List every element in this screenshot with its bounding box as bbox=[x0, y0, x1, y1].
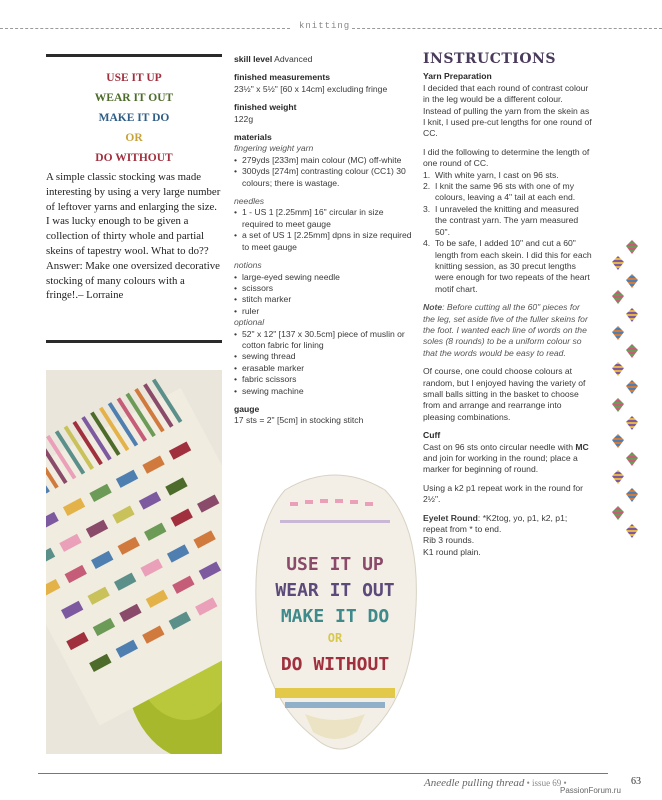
list-item: • 1 - US 1 [2.25mm] 16" circular in size required to meet gauge bbox=[234, 207, 414, 230]
eyelet-paragraph bbox=[423, 513, 593, 536]
notions-label: notions bbox=[234, 260, 262, 271]
paragraph bbox=[423, 442, 593, 476]
section-label: knitting bbox=[299, 21, 351, 31]
list-item: • erasable marker bbox=[234, 363, 414, 374]
paragraph: Of course, one could choose colours at random, but I enjoyed having the variety of small balls sitting in the basket to choose from and arrange and rearrange into pleasing combinations. bbox=[423, 366, 586, 422]
skill-label: skill level bbox=[234, 54, 273, 64]
measurements-label: finished measurements bbox=[234, 72, 330, 83]
paragraph: Rib 3 rounds. bbox=[423, 535, 475, 546]
sock-text-line: DO WITHOUT bbox=[280, 654, 390, 675]
list-item: • 279yds [233m] main colour (MC) off-white bbox=[234, 155, 414, 166]
intro-bottom-rule bbox=[46, 340, 222, 343]
instructions-title: INSTRUCTIONS bbox=[423, 51, 556, 67]
sock-text-line: USE IT UP bbox=[286, 554, 384, 575]
weight-label: finished weight bbox=[234, 102, 297, 113]
note-label: Note bbox=[423, 302, 443, 313]
yarn-prep-heading: Yarn Preparation bbox=[423, 71, 492, 82]
cuff-text: Cast on 96 sts onto circular needle with bbox=[423, 441, 576, 452]
issue-number: • issue 69 • bbox=[526, 778, 567, 788]
stocking-closeup-photo bbox=[46, 370, 222, 754]
optional-label: optional bbox=[234, 317, 265, 328]
skill-value: Advanced bbox=[274, 54, 313, 64]
note-text: : Before cutting all the 60" pieces for the leg, set aside five of the fuller skeins for the foot. I wanted each line of words on the soles (8 rounds) to be a uniform colour so that the words would be easy to read. bbox=[423, 302, 588, 358]
paragraph: K1 round plain. bbox=[423, 546, 481, 557]
footer-credit bbox=[424, 777, 567, 789]
gauge-value: 17 sts = 2" [5cm] in stocking stitch bbox=[234, 415, 364, 426]
page-number: 63 bbox=[631, 776, 641, 787]
yarn-list bbox=[234, 155, 414, 189]
materials-label: materials bbox=[234, 132, 272, 143]
yarn-label: fingering weight yarn bbox=[234, 143, 314, 154]
needles-list bbox=[234, 207, 414, 253]
cuff-heading: Cuff bbox=[423, 430, 441, 441]
list-item: 1. With white yarn, I cast on 96 sts. bbox=[423, 170, 593, 181]
weight-value: 122g bbox=[234, 113, 254, 124]
eyelet-text: : *K2tog, yo, p1, k2, p1; repeat from * to end. bbox=[423, 512, 568, 535]
cuff-text: and join for working in the round; place a marker for beginning of round. bbox=[423, 453, 578, 475]
magazine-name: Aneedle pulling thread bbox=[424, 777, 525, 789]
list-item: • sewing machine bbox=[234, 386, 414, 397]
list-item: • large-eyed sewing needle bbox=[234, 272, 414, 283]
instructions bbox=[423, 51, 593, 558]
header-rule-right bbox=[352, 28, 662, 29]
footer-rule bbox=[38, 773, 608, 774]
list-item: • sewing thread bbox=[234, 351, 414, 362]
list-item: • 52" x 12" [137 x 30.5cm] piece of muslin or cotton fabric for lining bbox=[234, 329, 414, 352]
watermark: PassionForum.ru bbox=[560, 786, 621, 795]
list-item: 2. I knit the same 96 sts with one of my colours, leaving a 4" tail at each end. bbox=[423, 181, 593, 204]
measurements-value: 23½" x 5½" [60 x 14cm] excluding fringe bbox=[234, 83, 388, 94]
sock-text-line: MAKE IT DO bbox=[280, 606, 390, 627]
list-item: • a set of US 1 [2.25mm] dpns in size required to meet gauge bbox=[234, 230, 414, 253]
notions-list bbox=[234, 272, 414, 318]
slogan-line: USE IT UP bbox=[106, 72, 162, 84]
intro-text: A simple classic stocking was made interesting by using a very large number of leftover yarns and enlarging the size. I was lucky enough to be given a collection of thirty whole and partial skeins of tapestry wool. What to do?? Answer: Make one oversized decorative stocking of many colours with a fringe!.– Lorraine bbox=[46, 171, 221, 302]
slogan-top-rule bbox=[46, 54, 222, 57]
eyelet-label: Eyelet Round bbox=[423, 512, 478, 523]
sock-text-line: WEAR IT OUT bbox=[275, 580, 395, 601]
list-item: • scissors bbox=[234, 283, 414, 294]
slogan-block bbox=[46, 68, 222, 168]
heart-motif-decoration bbox=[610, 236, 654, 556]
gauge-label: gauge bbox=[234, 403, 260, 414]
list-item: • 300yds [274m] contrasting colour (CC1) 30 colours; there is wastage. bbox=[234, 166, 414, 189]
list-item: • ruler bbox=[234, 306, 414, 317]
list-item: • stitch marker bbox=[234, 294, 414, 305]
needles-label: needles bbox=[234, 196, 265, 207]
list-item: 4. To be safe, I added 10" and cut a 60" length from each skein. I did this for each knitting session, as 30 precut lengths were enough for two repeats of the heart motif chart. bbox=[423, 238, 593, 295]
cuff-text-mc: MC bbox=[575, 441, 589, 452]
list-item: • fabric scissors bbox=[234, 374, 414, 385]
slogan-line: MAKE IT DO bbox=[98, 112, 170, 124]
note-paragraph bbox=[423, 302, 593, 359]
prep-steps bbox=[423, 170, 593, 295]
paragraph: I did the following to determine the length of one round of CC. bbox=[423, 146, 590, 169]
slogan-line: DO WITHOUT bbox=[95, 152, 173, 164]
optional-list bbox=[234, 329, 414, 397]
paragraph: I decided that each round of contrast colour in the leg would be a different colour. Instead of pulling the yarn from the skein as I knit, I used pre-cut lengths for one round of CC. bbox=[423, 82, 592, 139]
stocking-sole-photo bbox=[245, 470, 425, 760]
sock-text-line: OR bbox=[327, 631, 343, 645]
slogan-line: WEAR IT OUT bbox=[94, 92, 174, 104]
header-rule-left bbox=[0, 28, 290, 29]
pattern-specs bbox=[234, 54, 414, 427]
slogan-line: OR bbox=[125, 132, 143, 144]
list-item: 3. I unraveled the knitting and measured the contrast yarn. The yarn measured 50". bbox=[423, 204, 593, 238]
paragraph: Using a k2 p1 repeat work in the round for 2½". bbox=[423, 482, 584, 505]
